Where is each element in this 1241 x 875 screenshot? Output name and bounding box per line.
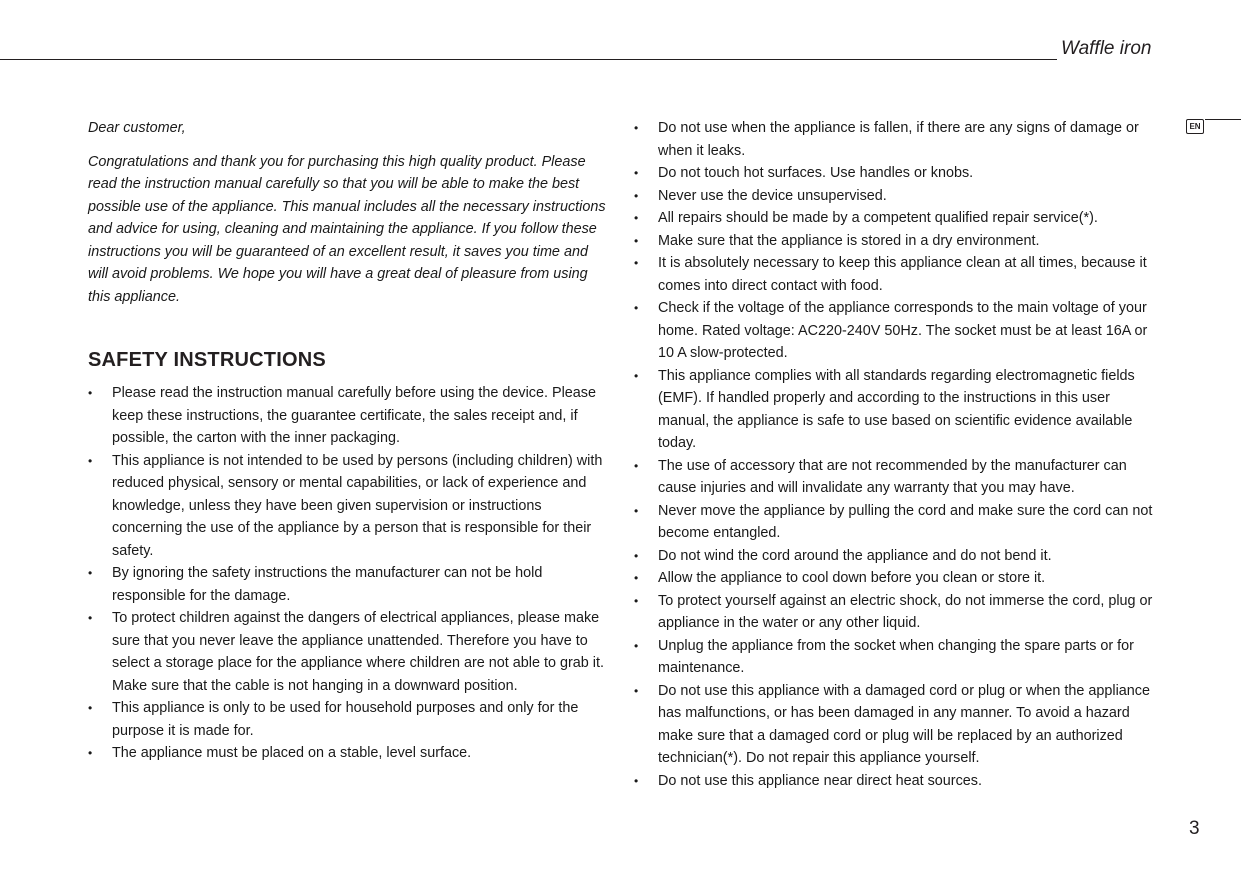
- language-badge: EN: [1186, 119, 1204, 134]
- header-rule: [0, 59, 1057, 60]
- safety-item: • This appliance is not intended to be used by persons (including children) with reduced physical, sensory or mental capabilities, or lack of experience and knowledge, unless they have been given supervision or instructions concerning the use of the appliance by a person that is responsible for their safety.: [88, 450, 608, 563]
- safety-item: • Never use the device unsupervised.: [634, 185, 1156, 208]
- language-badge-rule: [1205, 119, 1241, 120]
- safety-item: • Never move the appliance by pulling the cord and make sure the cord can not become entangled.: [634, 500, 1156, 545]
- safety-item: • To protect children against the dangers of electrical appliances, please make sure that you never leave the appliance unattended. Therefore you have to select a storage place for the appliance where children are not able to grab it. Make sure that the cable is not hanging in a downward position.: [88, 607, 608, 697]
- left-column: [88, 117, 608, 765]
- safety-list-left: [88, 382, 608, 765]
- safety-item: • To protect yourself against an electric shock, do not immerse the cord, plug or appliance in the water or any other liquid.: [634, 590, 1156, 635]
- safety-item: • The use of accessory that are not recommended by the manufacturer can cause injuries and will invalidate any warranty that you may have.: [634, 455, 1156, 500]
- right-column: [634, 117, 1156, 792]
- safety-item: • This appliance is only to be used for household purposes and only for the purpose it is made for.: [88, 697, 608, 742]
- safety-item: • Allow the appliance to cool down before you clean or store it.: [634, 567, 1156, 590]
- safety-item: • By ignoring the safety instructions the manufacturer can not be hold responsible for the damage.: [88, 562, 608, 607]
- safety-heading: SAFETY INSTRUCTIONS: [88, 349, 326, 371]
- intro-section: [88, 117, 608, 308]
- safety-item: • This appliance complies with all standards regarding electromagnetic fields (EMF). If handled properly and according to the instructions in this user manual, the appliance is safe to use based on scientific evidence available today.: [634, 365, 1156, 455]
- safety-item: • Unplug the appliance from the socket when changing the spare parts or for maintenance.: [634, 635, 1156, 680]
- safety-item: • Do not use when the appliance is fallen, if there are any signs of damage or when it leaks.: [634, 117, 1156, 162]
- safety-list-right: [634, 117, 1156, 792]
- safety-item: • Make sure that the appliance is stored in a dry environment.: [634, 230, 1156, 253]
- document-title: Waffle iron: [1061, 38, 1152, 59]
- intro-paragraph: Congratulations and thank you for purchasing this high quality product. Please read the instruction manual carefully so that you will be able to make the best possible use of the appliance. This manual includes all the necessary instructions and advice for using, cleaning and maintaining the appliance. If you follow these instructions you will be guaranteed of an excellent result, it saves you time and will avoid problems. We hope you will have a great deal of pleasure from using this appliance.: [88, 153, 606, 305]
- safety-item: • Do not wind the cord around the appliance and do not bend it.: [634, 545, 1156, 568]
- safety-item: • Do not use this appliance near direct heat sources.: [634, 770, 1156, 793]
- page-number: 3: [1189, 818, 1200, 839]
- safety-item: • Do not use this appliance with a damaged cord or plug or when the appliance has malfunctions, or has been damaged in any manner. To avoid a hazard make sure that a damaged cord or plug will be replaced by an authorized technician(*). Do not repair this appliance yourself.: [634, 680, 1156, 770]
- safety-item: • Check if the voltage of the appliance corresponds to the main voltage of your home. Rated voltage: AC220-240V 50Hz. The socket must be at least 16A or 10 A slow-protected.: [634, 297, 1156, 365]
- intro-greeting: Dear customer,: [88, 120, 186, 136]
- safety-item: • The appliance must be placed on a stable, level surface.: [88, 742, 608, 765]
- safety-item: • Please read the instruction manual carefully before using the device. Please keep these instructions, the guarantee certificate, the sales receipt and, if possible, the carton with the inner packaging.: [88, 382, 608, 450]
- safety-item: • It is absolutely necessary to keep this appliance clean at all times, because it comes into direct contact with food.: [634, 252, 1156, 297]
- safety-item: • Do not touch hot surfaces. Use handles or knobs.: [634, 162, 1156, 185]
- safety-item: • All repairs should be made by a competent qualified repair service(*).: [634, 207, 1156, 230]
